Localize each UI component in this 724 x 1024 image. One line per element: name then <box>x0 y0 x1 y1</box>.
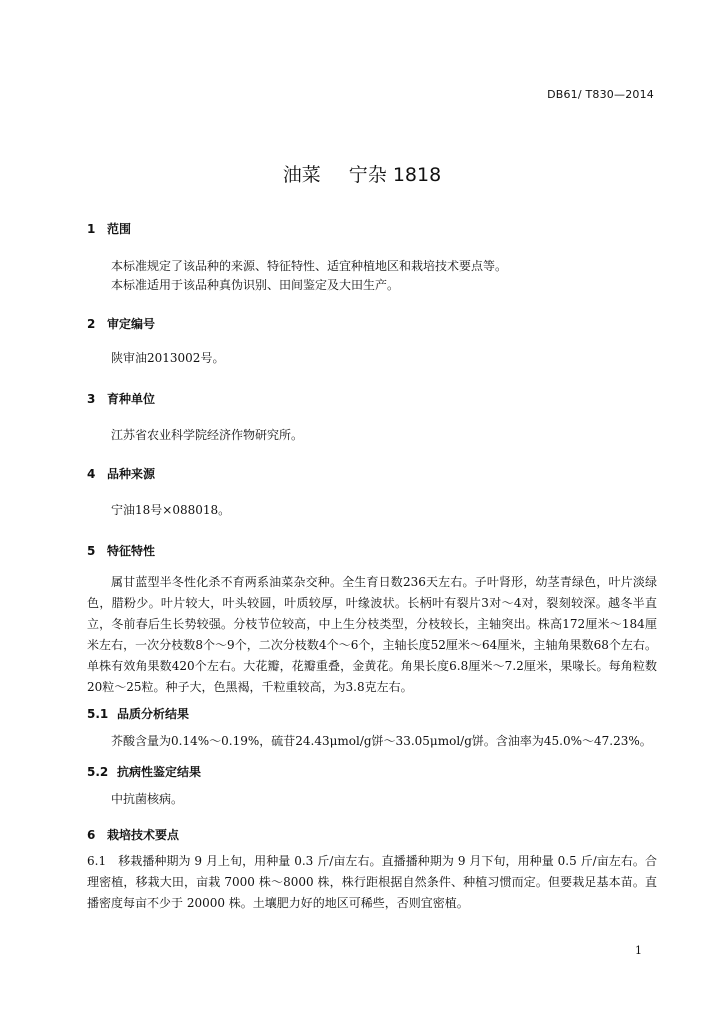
section-5-1-paragraph: 芥酸含量为0.14%～0.19%，硫苷24.43μmol/g饼～33.05μmol/g饼。含油率为45.0%～47.23%。 <box>111 734 652 748</box>
section-5-2-paragraph: 中抗菌核病。 <box>111 792 184 806</box>
section-5-1-heading <box>87 705 189 722</box>
section-number: 1 <box>87 222 96 236</box>
section-6-1-paragraph: 6.1 移栽播种期为 9 月上旬，用种量 0.3 斤/亩左右。直播播种期为 9 月下旬，用种量 0.5 斤/亩左右。合理密植，移栽大田，亩栽 7000 株～8000 株，株行距根据自然条件、种植习惯而定。但要栽足基本苗。直播密度每亩不少于 20000 株。土壤肥力好的地区可稀些，否则宜密植。 <box>87 854 657 910</box>
section-title: 特征特性 <box>107 544 156 558</box>
section-1-paragraph-2: 本标准适用于该品种真伪识别、田间鉴定及大田生产。 <box>111 278 400 292</box>
section-5-heading <box>87 542 155 559</box>
section-4-paragraph: 宁油18号×088018。 <box>111 503 231 517</box>
section-4-heading <box>87 465 155 482</box>
section-title: 范围 <box>107 222 132 236</box>
section-2-paragraph: 陕审油2013002号。 <box>111 351 225 365</box>
page-number: 1 <box>635 944 642 957</box>
section-number: 3 <box>87 392 96 406</box>
section-title: 育种单位 <box>107 392 156 406</box>
standard-code: DB61/ T830—2014 <box>547 88 654 101</box>
section-number: 4 <box>87 467 96 481</box>
section-3-paragraph: 江苏省农业科学院经济作物研究所。 <box>111 428 304 442</box>
section-number: 6 <box>87 828 96 842</box>
section-5-paragraph: 属甘蓝型半冬性化杀不育两系油菜杂交种。全生育日数236天左右。子叶肾形，幼茎青绿色，叶片淡绿色，腊粉少。叶片较大，叶头较圆，叶质较厚，叶缘波状。长柄叶有裂片3对～4对，裂刻较深。越冬半直立，冬前春后生长势较强。分枝节位较高，中上生分枝类型，分枝较长，主轴突出。株高172厘米～184厘米左右，一次分枝数8个～9个，二次分枝数4个～6个，主轴长度52厘米～64厘米，主轴角果数68个左右。单株有效角果数420个左右。大花瓣，花瓣重叠，金黄花。角果长度6.8厘米～7.2厘米，果喙长。每角粒数20粒～25粒。种子大，色黑褐，千粒重较高，为3.8克左右。 <box>87 575 657 694</box>
section-title: 栽培技术要点 <box>107 828 180 842</box>
subsection-title: 抗病性鉴定结果 <box>117 765 202 779</box>
section-1-heading <box>87 220 131 237</box>
document-title <box>0 160 724 187</box>
subsection-number: 5.1 <box>87 707 109 721</box>
section-title: 审定编号 <box>107 317 156 331</box>
subsection-title: 品质分析结果 <box>117 707 190 721</box>
section-2-heading <box>87 315 155 332</box>
subsection-number: 5.2 <box>87 765 109 779</box>
section-5-2-heading <box>87 763 201 780</box>
section-1-paragraph-1: 本标准规定了该品种的来源、特征特性、适宜种植地区和栽培技术要点等。 <box>111 259 508 273</box>
section-3-heading <box>87 390 155 407</box>
section-number: 5 <box>87 544 96 558</box>
section-6-heading <box>87 826 179 843</box>
title-variety: 宁杂 1818 <box>348 164 442 186</box>
section-title: 品种来源 <box>107 467 156 481</box>
title-crop: 油菜 <box>282 164 321 186</box>
section-number: 2 <box>87 317 96 331</box>
